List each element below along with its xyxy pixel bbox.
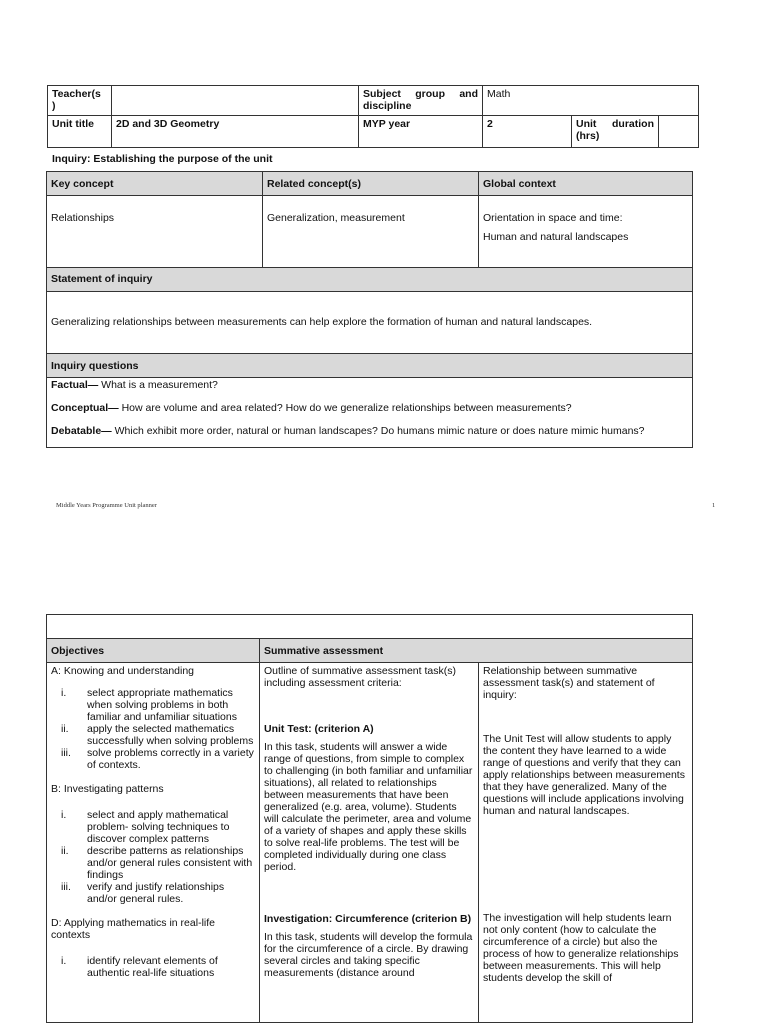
item-text: select appropriate mathematics when solving problems in both familiar and unfamiliar situations	[87, 687, 237, 723]
investigation-description: In this task, students will develop the formula for the circumference of a circle. By drawing several circles and taking specific measurements (distance around	[264, 931, 473, 979]
factual-question	[51, 379, 688, 391]
list-item	[61, 687, 255, 723]
item-text: apply the selected mathematics successfully when solving problems	[87, 723, 254, 747]
objectives-cell	[47, 663, 260, 1023]
footer-title: Middle Years Programme Unit planner	[56, 502, 157, 509]
related-concepts-label: Related concept(s)	[263, 172, 479, 196]
unit-test-title: Unit Test: (criterion A)	[264, 723, 374, 735]
item-text: select and apply mathematical problem- solving techniques to discover complex patterns	[87, 809, 230, 845]
item-number: ii.	[61, 723, 69, 735]
factual-label: Factual—	[51, 379, 99, 391]
factual-text: What is a measurement?	[98, 379, 218, 391]
conceptual-question	[51, 402, 688, 414]
inquiry-heading: Inquiry: Establishing the purpose of the unit	[52, 153, 273, 165]
teacher-label: Teacher(s )	[48, 86, 112, 116]
relationship-label: Relationship between summative assessment task(s) and statement of inquiry:	[483, 665, 655, 701]
item-text: describe patterns as relationships and/or general rules consistent with findings	[87, 845, 253, 881]
assessment-table	[46, 614, 693, 1023]
global-context-line1: Orientation in space and time:	[483, 212, 623, 224]
item-number: iii.	[61, 747, 71, 759]
list-item	[61, 845, 255, 881]
conceptual-label: Conceptual—	[51, 402, 119, 414]
item-number: i.	[61, 809, 67, 821]
summative-label: Summative assessment	[260, 639, 693, 663]
subject-label: Subject group and discipline	[359, 86, 483, 116]
objective-b-list	[51, 809, 255, 905]
teacher-value	[112, 86, 359, 116]
unit-header-table	[47, 85, 699, 148]
list-item	[61, 809, 255, 845]
global-context	[479, 196, 693, 268]
unit-test-relationship: The Unit Test will allow students to apply the content they have learned to a wide range of questions and verify that they can apply relationships between measurements that they have generalized. Many of the questions will include applications involving human and natural landscapes.	[483, 733, 685, 817]
debatable-text: Which exhibit more order, natural or human landscapes? Do humans mimic nature or does nature mimic humans?	[111, 425, 645, 437]
statement-label: Statement of inquiry	[47, 268, 693, 292]
list-item	[61, 723, 255, 747]
debatable-question	[51, 425, 688, 437]
unit-title-label: Unit title	[48, 116, 112, 148]
item-text: solve problems correctly in a variety of contexts.	[87, 747, 254, 771]
item-text: verify and justify relationships and/or general rules.	[87, 881, 225, 905]
questions-label: Inquiry questions	[47, 354, 693, 378]
summative-outline-cell	[260, 663, 479, 1023]
list-item	[61, 881, 255, 905]
objective-a-list	[51, 687, 255, 771]
key-concept: Relationships	[47, 196, 263, 268]
objective-d-list	[51, 955, 255, 979]
item-text: identify relevant elements of authentic real-life situations	[87, 955, 218, 979]
debatable-label: Debatable—	[51, 425, 112, 437]
item-number: i.	[61, 955, 67, 967]
subject-value: Math	[483, 86, 699, 116]
assessment-blank-header	[47, 615, 693, 639]
objective-b: B: Investigating patterns	[51, 783, 164, 795]
inquiry-questions	[47, 378, 693, 448]
objective-d: D: Applying mathematics in real-life contexts	[51, 917, 215, 941]
objectives-label: Objectives	[47, 639, 260, 663]
item-number: i.	[61, 687, 67, 699]
item-number: iii.	[61, 881, 71, 893]
item-number: ii.	[61, 845, 69, 857]
global-context-line2: Human and natural landscapes	[483, 231, 629, 243]
statement-of-inquiry: Generalizing relationships between measurements can help explore the formation of human and natural landscapes.	[47, 292, 693, 354]
conceptual-text: How are volume and area related? How do we generalize relationships between measurements?	[118, 402, 572, 414]
myp-year-label: MYP year	[359, 116, 483, 148]
investigation-relationship: The investigation will help students learn not only content (how to calculate the circumference of a circle) but also the process of how to generalize relationships between measurements. This will help students develop the skill of	[483, 912, 679, 984]
investigation-title: Investigation: Circumference (criterion B)	[264, 913, 472, 925]
outline-label: Outline of summative assessment task(s) including assessment criteria:	[264, 665, 456, 689]
inquiry-table	[46, 171, 693, 448]
global-context-label: Global context	[479, 172, 693, 196]
unit-title-value: 2D and 3D Geometry	[112, 116, 359, 148]
unit-test-description: In this task, students will answer a wide range of questions, from simple to complex to challenging (in both familiar and unfamiliar situations), all related to relationships between measurements that have been generalized (e.g. area, volume). Students will calculate the perimeter, area and volume of a variety of shapes and apply these skills to solve real-life problems. The test will be completed individually during one class period.	[264, 741, 473, 873]
duration-value	[659, 116, 699, 148]
objective-a: A: Knowing and understanding	[51, 665, 195, 677]
myp-year-value: 2	[483, 116, 572, 148]
list-item	[61, 747, 255, 771]
key-concept-label: Key concept	[47, 172, 263, 196]
relationship-cell	[479, 663, 693, 1023]
related-concepts: Generalization, measurement	[263, 196, 479, 268]
list-item	[61, 955, 255, 979]
duration-label: Unit duration (hrs)	[572, 116, 659, 148]
footer-page-number: 1	[712, 502, 716, 509]
